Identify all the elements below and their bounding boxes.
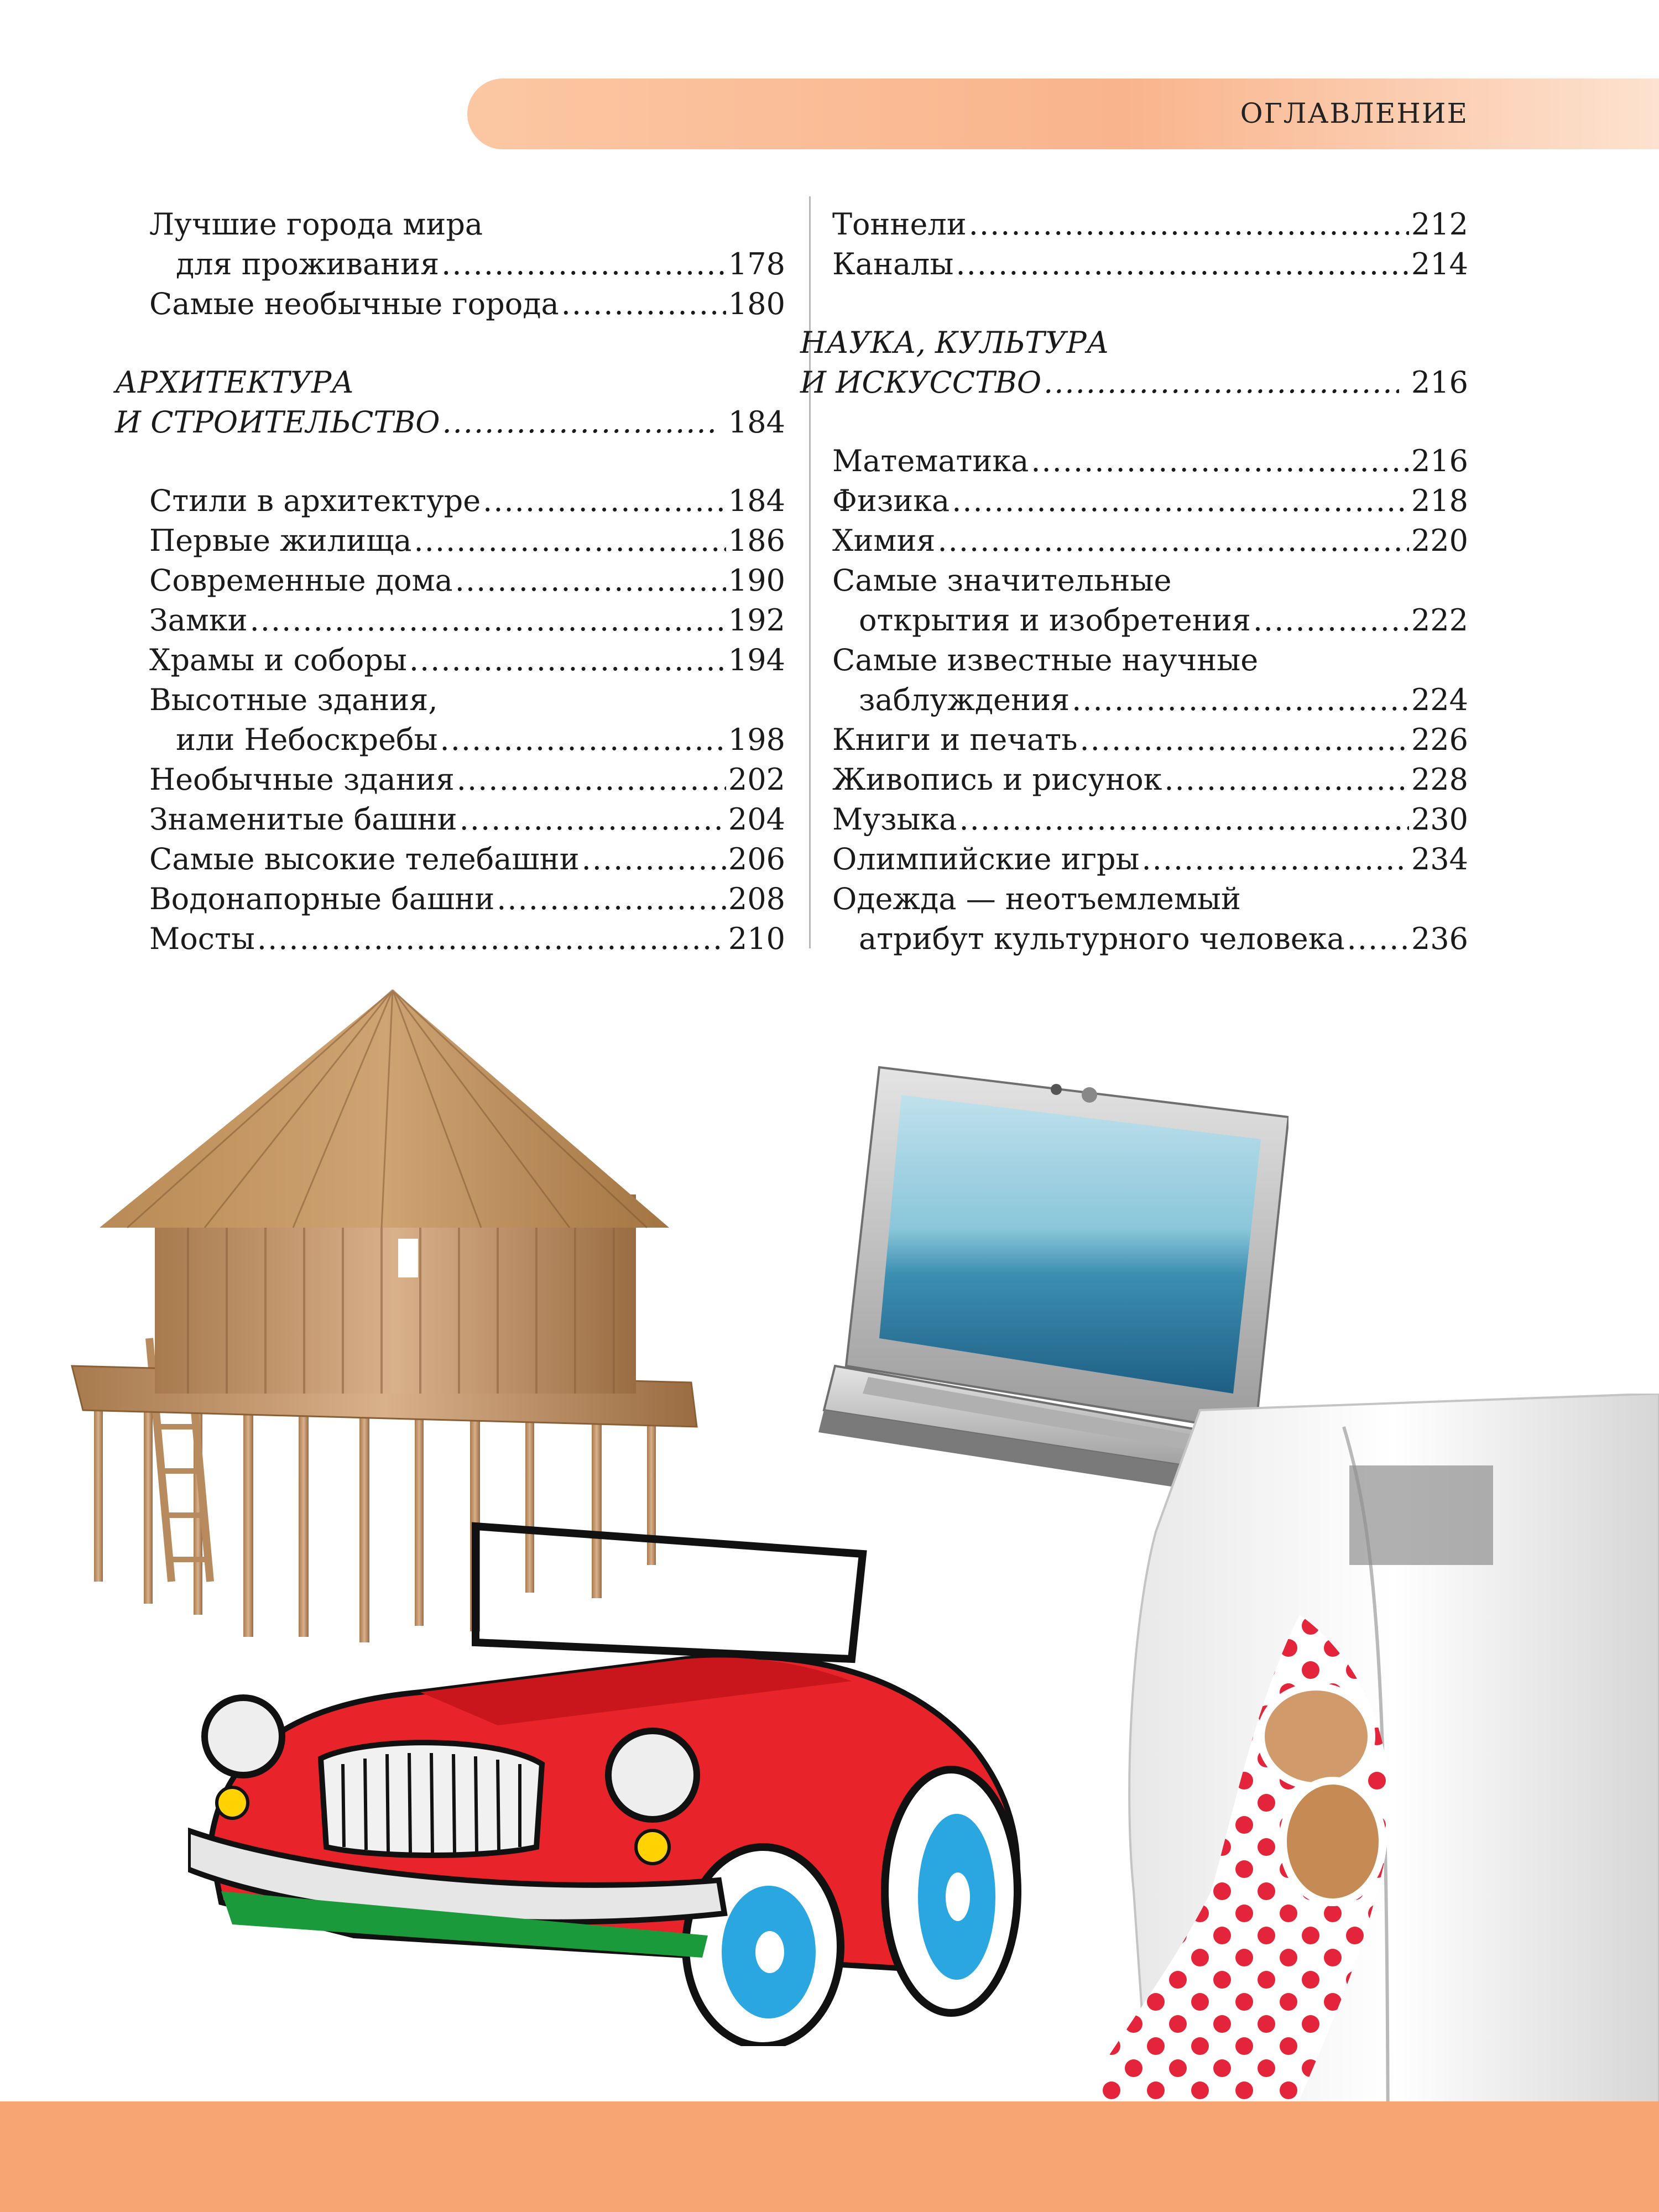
toc-entry[interactable] — [149, 284, 785, 324]
leader-dots — [257, 919, 726, 959]
section-page: 184 — [728, 405, 785, 440]
toc-entry-title: Необычные здания — [149, 762, 455, 797]
leader-dots — [1253, 601, 1409, 640]
leader-dots — [414, 521, 726, 561]
leader-dots — [1031, 441, 1409, 481]
toc-entry[interactable] — [149, 879, 785, 919]
leader-dots — [1080, 720, 1409, 760]
toc-entry-title: Математика — [832, 444, 1029, 478]
section-title: И ИСКУССТВО — [800, 365, 1042, 400]
toc-entry-page: 190 — [728, 563, 785, 598]
toc-entry-page: 204 — [728, 802, 785, 837]
toc-entry-page: 218 — [1411, 483, 1468, 518]
leader-dots — [442, 403, 716, 442]
toc-entry-title: атрибут культурного человека — [859, 921, 1345, 956]
leader-dots — [1044, 363, 1399, 403]
toc-entry-page: 236 — [1411, 921, 1468, 956]
toc-entry-title: Современные дома — [149, 563, 453, 598]
toc-entry-page: 206 — [728, 842, 785, 877]
leader-dots — [561, 284, 726, 324]
toc-entry[interactable] — [832, 800, 1468, 839]
column-divider — [809, 196, 811, 948]
toc-entry-title: Самые высокие телебашни — [149, 842, 580, 877]
toc-entry-page: 210 — [728, 921, 785, 956]
toc-entry-title: Олимпийские игры — [832, 842, 1140, 877]
toc-entry-line1: Лучшие города мира — [149, 207, 483, 242]
section-page: 216 — [1411, 365, 1468, 400]
toc-entry-title: Первые жилища — [149, 523, 412, 558]
toc-entry-title: Музыка — [832, 802, 957, 837]
toc-entry[interactable] — [149, 919, 785, 959]
leader-dots — [497, 879, 726, 919]
toc-entry-line1: Самые известные научные — [832, 643, 1259, 677]
leader-dots — [956, 244, 1408, 284]
toc-entry-title: Стили в архитектуре — [149, 483, 481, 518]
leader-dots — [582, 839, 726, 879]
toc-entry[interactable] — [832, 481, 1468, 521]
leader-dots — [440, 720, 726, 760]
toc-entry-page: 230 — [1411, 802, 1468, 837]
toc-entry[interactable] — [149, 839, 785, 879]
leader-dots — [1164, 760, 1409, 800]
toc-entry-title: Каналы — [832, 247, 954, 281]
leader-dots — [457, 760, 726, 800]
toc-entry[interactable] — [149, 205, 785, 284]
toc-entry[interactable] — [149, 561, 785, 601]
toc-section-heading[interactable] — [800, 323, 1468, 403]
toc-entry[interactable] — [832, 720, 1468, 760]
toc-entry-page: 212 — [1411, 207, 1468, 242]
toc-entry[interactable] — [832, 441, 1468, 481]
leader-dots — [1072, 680, 1409, 720]
toc-entry-page: 192 — [728, 603, 785, 638]
leader-dots — [938, 521, 1409, 561]
red-convertible-car-icon — [188, 1515, 1051, 2046]
leader-dots — [460, 800, 726, 839]
section-line1: НАУКА, КУЛЬТУРА — [800, 325, 1109, 360]
toc-entry[interactable] — [832, 521, 1468, 561]
toc-entry-page: 202 — [728, 762, 785, 797]
toc-entry[interactable] — [832, 205, 1468, 244]
leader-dots — [959, 800, 1408, 839]
toc-entry-title: Химия — [832, 523, 936, 558]
toc-entry-title: Знаменитые башни — [149, 802, 457, 837]
page-title: ОГЛАВЛЕНИЕ — [1240, 97, 1468, 129]
toc-entry[interactable] — [149, 601, 785, 640]
toc-entry-title: Храмы и соборы — [149, 643, 407, 677]
toc-entry-page: 194 — [728, 643, 785, 677]
toc-entry-title: Живопись и рисунок — [832, 762, 1162, 797]
toc-entry-page: 184 — [728, 483, 785, 518]
section-line1: АРХИТЕКТУРА — [115, 365, 354, 400]
leader-dots — [441, 244, 726, 284]
toc-entry[interactable] — [832, 561, 1468, 640]
toc-entry-page: 186 — [728, 523, 785, 558]
white-shirt-scarf-icon — [990, 1394, 1659, 2212]
toc-entry-page: 228 — [1411, 762, 1468, 797]
toc-entry-line1: Одежда — неотъемлемый — [832, 881, 1241, 916]
leader-dots — [952, 481, 1409, 521]
leader-dots — [250, 601, 726, 640]
toc-entry[interactable] — [149, 481, 785, 521]
toc-entry-title: или Небоскребы — [176, 722, 438, 757]
toc-entry[interactable] — [149, 760, 785, 800]
toc-entry-title: Физика — [832, 483, 950, 518]
toc-entry-page: 216 — [1411, 444, 1468, 478]
toc-entry-page: 220 — [1411, 523, 1468, 558]
toc-entry[interactable] — [149, 521, 785, 561]
toc-entry[interactable] — [149, 640, 785, 680]
toc-entry-title: Замки — [149, 603, 248, 638]
toc-entry-line1: Высотные здания, — [149, 682, 438, 717]
toc-entry-title: для проживания — [176, 247, 440, 281]
toc-entry-page: 178 — [728, 247, 785, 281]
toc-entry-title: Мосты — [149, 921, 255, 956]
toc-entry-line1: Самые значительные — [832, 563, 1172, 598]
toc-right-column — [800, 205, 1468, 959]
toc-section-heading[interactable] — [115, 363, 785, 442]
leader-dots — [455, 561, 726, 601]
leader-dots — [1141, 839, 1408, 879]
toc-entry[interactable] — [832, 879, 1468, 959]
toc-entry[interactable] — [149, 800, 785, 839]
header-band — [467, 79, 1659, 149]
section-title: И СТРОИТЕЛЬСТВО — [115, 405, 440, 440]
toc-entry-title: Водонапорные башни — [149, 881, 495, 916]
toc-entry[interactable] — [832, 760, 1468, 800]
toc-entry-page: 226 — [1411, 722, 1468, 757]
toc-entry-title: Книги и печать — [832, 722, 1078, 757]
toc-entry[interactable] — [832, 244, 1468, 284]
leader-dots — [1347, 919, 1409, 959]
toc-left-column — [115, 205, 785, 959]
toc-entry-title: открытия и изобретения — [859, 603, 1251, 638]
toc-entry-page: 224 — [1411, 682, 1468, 717]
toc-entry-title: Самые необычные города — [149, 286, 559, 321]
leader-dots — [483, 481, 726, 521]
toc-entry[interactable] — [832, 839, 1468, 879]
toc-entry-page: 208 — [728, 881, 785, 916]
toc-entry-title: заблуждения — [859, 682, 1070, 717]
toc-entry[interactable] — [832, 640, 1468, 720]
toc-entry[interactable] — [149, 680, 785, 760]
toc-entry-page: 198 — [728, 722, 785, 757]
toc-entry-title: Тоннели — [832, 207, 967, 242]
toc-entry-page: 234 — [1411, 842, 1468, 877]
toc-entry-page: 222 — [1411, 603, 1468, 638]
leader-dots — [969, 205, 1409, 244]
toc-entry-page: 214 — [1411, 247, 1468, 281]
bottom-band — [0, 2101, 1659, 2212]
toc-entry-page: 180 — [728, 286, 785, 321]
leader-dots — [409, 640, 726, 680]
